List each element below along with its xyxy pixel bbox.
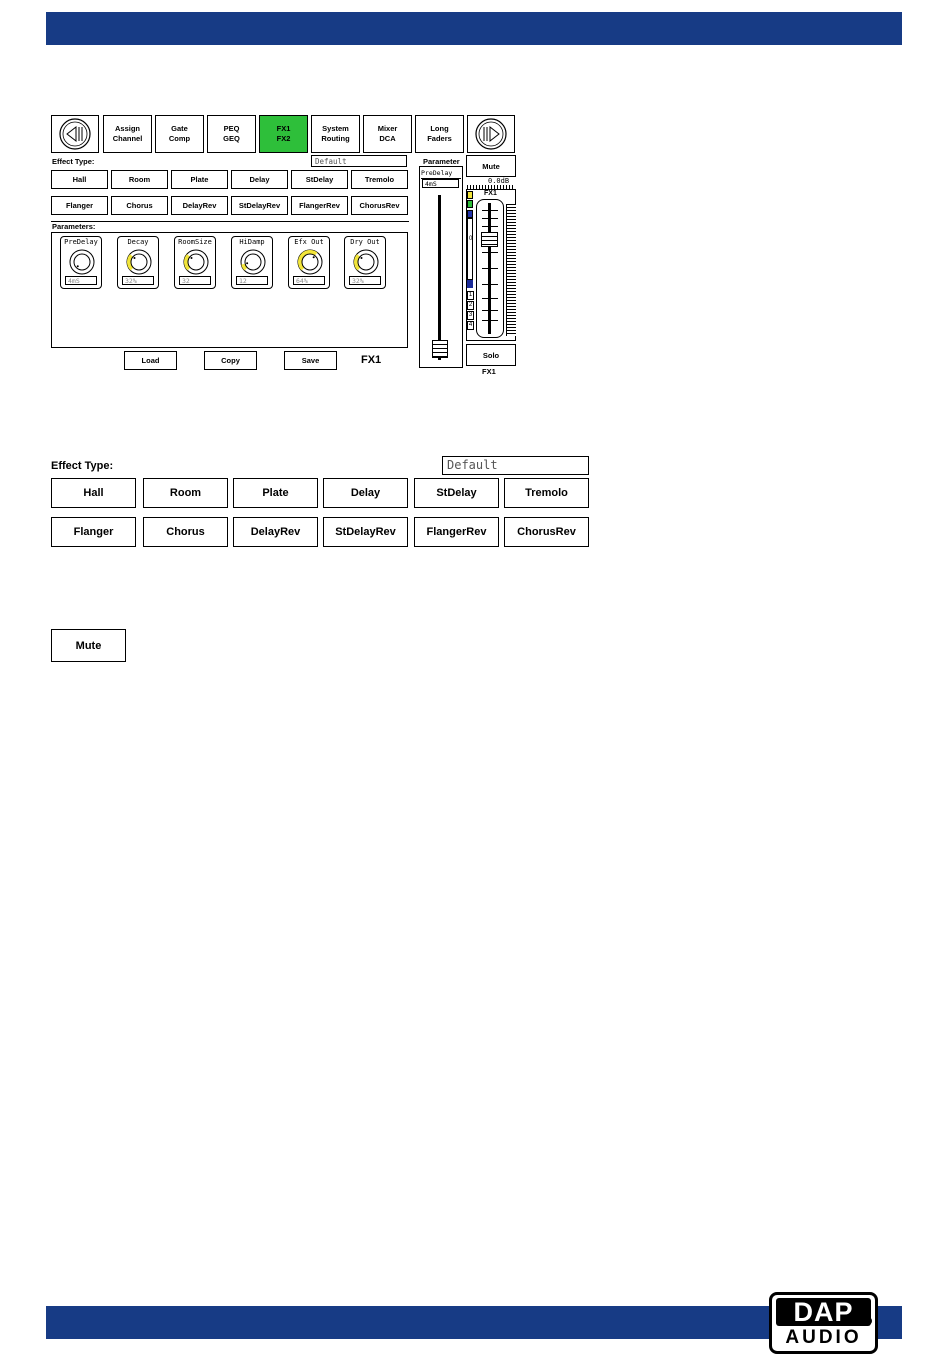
knob-dial xyxy=(295,246,325,276)
nav-tab-line1: Mixer xyxy=(377,124,398,133)
registered-mark xyxy=(864,1317,872,1325)
nav-tab-line1: Gate xyxy=(171,124,188,133)
detail-effect-type-plate[interactable]: Plate xyxy=(233,478,318,508)
zero-mark: 0 xyxy=(469,236,473,242)
yellow-indicator xyxy=(467,191,473,199)
nav-tab-line2: Routing xyxy=(321,134,350,143)
fader-scale-tick xyxy=(482,310,498,311)
detail-effect-type-flanger[interactable]: Flanger xyxy=(51,517,136,547)
knob-hidamp[interactable] xyxy=(231,236,273,289)
detail-effect-type-tremolo[interactable]: Tremolo xyxy=(504,478,589,508)
knob-cap xyxy=(302,254,318,270)
knob-cap xyxy=(245,254,261,270)
group-box-4[interactable]: 4 xyxy=(468,322,473,328)
forward-circle-icon xyxy=(474,117,508,151)
strip-fader-handle[interactable] xyxy=(481,232,498,247)
fader-scale-tick xyxy=(482,252,498,253)
blue-indicator xyxy=(467,210,473,218)
meter-left-level xyxy=(467,280,473,288)
knob-cap xyxy=(358,254,374,270)
fader-scale-tick xyxy=(482,284,498,285)
parameter-value: 4mS xyxy=(422,179,459,188)
detail-effect-type-room[interactable]: Room xyxy=(143,478,228,508)
nav-tab-line2: Faders xyxy=(427,134,452,143)
strip-name: FX1 xyxy=(484,190,497,197)
nav-tab-gate[interactable] xyxy=(155,115,204,153)
nav-tab-system[interactable] xyxy=(311,115,360,153)
nav-tab-line1: System xyxy=(322,124,349,133)
nav-tab-long[interactable] xyxy=(415,115,464,153)
strip-level-meter xyxy=(506,204,516,336)
knob-pointer xyxy=(313,256,315,258)
group-box-3[interactable]: 3 xyxy=(468,312,473,318)
effect-type-tremolo[interactable]: Tremolo xyxy=(351,170,408,189)
knob-dial xyxy=(67,246,97,276)
knob-cap xyxy=(131,254,147,270)
fader-scale-tick xyxy=(482,298,498,299)
detail-mute-button[interactable]: Mute xyxy=(51,629,126,662)
nav-tab-assign[interactable] xyxy=(103,115,152,153)
preset-name-field[interactable]: Default xyxy=(311,155,407,167)
rewind-circle-icon xyxy=(58,117,92,151)
knob-name: PreDelay xyxy=(64,238,98,246)
fader-scale-tick xyxy=(482,226,498,227)
knob-name: RoomSize xyxy=(178,238,212,246)
nav-tab-line2: FX2 xyxy=(276,134,291,143)
knob-pointer xyxy=(190,257,192,259)
parameters-label: Parameters: xyxy=(52,222,96,231)
knob-decay[interactable] xyxy=(117,236,159,289)
knob-pointer xyxy=(133,257,135,259)
mute-button[interactable]: Mute xyxy=(466,155,516,177)
nav-tab-line2: GEQ xyxy=(223,134,240,143)
effect-type-room[interactable]: Room xyxy=(111,170,168,189)
knob-dial xyxy=(181,246,211,276)
parameter-name: PreDelay xyxy=(421,168,461,179)
meter-left xyxy=(467,218,473,280)
knob-name: HiDamp xyxy=(239,238,265,246)
nav-tab-line1: FX1 xyxy=(276,124,291,133)
nav-tab-line2: DCA xyxy=(379,134,396,143)
level-readout: 0.0dB xyxy=(488,177,510,185)
knob-dial xyxy=(238,246,268,276)
strip-bottom-label: FX1 xyxy=(482,367,496,376)
effect-type-delayrev[interactable]: DelayRev xyxy=(171,196,228,215)
knob-name: Decay xyxy=(127,238,149,246)
knob-value: 32% xyxy=(122,276,154,285)
detail-effect-type-hall[interactable]: Hall xyxy=(51,478,136,508)
fader-scale-tick xyxy=(482,320,498,321)
effect-type-flanger[interactable]: Flanger xyxy=(51,196,108,215)
green-indicator xyxy=(467,200,473,208)
nav-tab-peq[interactable] xyxy=(207,115,256,153)
detail-effect-type-flangerrev[interactable]: FlangerRev xyxy=(414,517,499,547)
group-box-1[interactable]: 1 xyxy=(468,292,473,298)
next-page-button[interactable] xyxy=(467,115,515,153)
brand-logo-bottom: AUDIO xyxy=(785,1327,862,1348)
effect-type-delay[interactable]: Delay xyxy=(231,170,288,189)
knob-value: 32 xyxy=(179,276,211,285)
solo-button[interactable]: Solo xyxy=(466,344,516,366)
nav-tab-line1: Assign xyxy=(114,124,140,133)
knob-value: 32% xyxy=(349,276,381,285)
detail-preset-field[interactable]: Default xyxy=(442,456,589,475)
detail-effect-type-stdelay[interactable]: StDelay xyxy=(414,478,499,508)
detail-effect-type-chorusrev[interactable]: ChorusRev xyxy=(504,517,589,547)
knob-cap xyxy=(188,254,204,270)
nav-tab-line1: Long xyxy=(430,124,449,133)
knob-roomsize[interactable] xyxy=(174,236,216,289)
effect-type-label: Effect Type: xyxy=(52,157,95,166)
header-band xyxy=(46,12,902,45)
parameter-fader-handle[interactable] xyxy=(432,340,448,358)
fader-scale-tick xyxy=(482,268,498,269)
nav-tab-line2: Comp xyxy=(168,134,191,143)
detail-effect-type-label: Effect Type: xyxy=(51,460,114,472)
effect-type-stdelay[interactable]: StDelay xyxy=(291,170,348,189)
channel-name: FX1 xyxy=(361,354,382,366)
knob-pointer xyxy=(77,265,79,267)
knob-value: 12 xyxy=(236,276,268,285)
brand-logo-top: DAP xyxy=(776,1298,871,1326)
save-button[interactable]: Save xyxy=(284,351,337,370)
knob-name: Dry Out xyxy=(350,238,380,246)
detail-effect-type-delayrev[interactable]: DelayRev xyxy=(233,517,318,547)
effect-type-hall[interactable]: Hall xyxy=(51,170,108,189)
detail-effect-type-chorus[interactable]: Chorus xyxy=(143,517,228,547)
knob-predelay[interactable] xyxy=(60,236,102,289)
knob-dial xyxy=(351,246,381,276)
fader-scale-tick xyxy=(482,218,498,219)
fader-scale-tick xyxy=(482,210,498,211)
detail-effect-type-delay[interactable]: Delay xyxy=(323,478,408,508)
parameter-fader-track xyxy=(438,195,441,360)
effect-type-stdelayrev[interactable]: StDelayRev xyxy=(231,196,288,215)
nav-tab-line2: Channel xyxy=(112,134,143,143)
knob-efx-out[interactable] xyxy=(288,236,330,289)
parameter-fader-panel xyxy=(419,166,463,368)
effect-type-flangerrev[interactable]: FlangerRev xyxy=(291,196,348,215)
knob-name: Efx Out xyxy=(294,238,324,246)
detail-effect-type-stdelayrev[interactable]: StDelayRev xyxy=(323,517,408,547)
load-button[interactable]: Load xyxy=(124,351,177,370)
knob-dry-out[interactable] xyxy=(344,236,386,289)
knob-pointer xyxy=(360,257,362,259)
nav-tab-mixer[interactable] xyxy=(363,115,412,153)
nav-tab-line1: PEQ xyxy=(223,124,240,133)
nav-tab-fx1[interactable] xyxy=(259,115,308,153)
effect-type-chorusrev[interactable]: ChorusRev xyxy=(351,196,408,215)
knob-dial xyxy=(124,246,154,276)
knob-value: 4mS xyxy=(65,276,97,285)
parameter-panel-label: Parameter xyxy=(423,157,460,166)
knob-pointer xyxy=(246,262,248,264)
prev-page-button[interactable] xyxy=(51,115,99,153)
effect-type-chorus[interactable]: Chorus xyxy=(111,196,168,215)
copy-button[interactable]: Copy xyxy=(204,351,257,370)
knob-cap xyxy=(74,254,90,270)
effect-type-plate[interactable]: Plate xyxy=(171,170,228,189)
section-divider xyxy=(51,221,409,222)
knob-value: 64% xyxy=(293,276,325,285)
group-box-2[interactable]: 2 xyxy=(468,302,473,308)
brand-logo xyxy=(769,1292,878,1354)
